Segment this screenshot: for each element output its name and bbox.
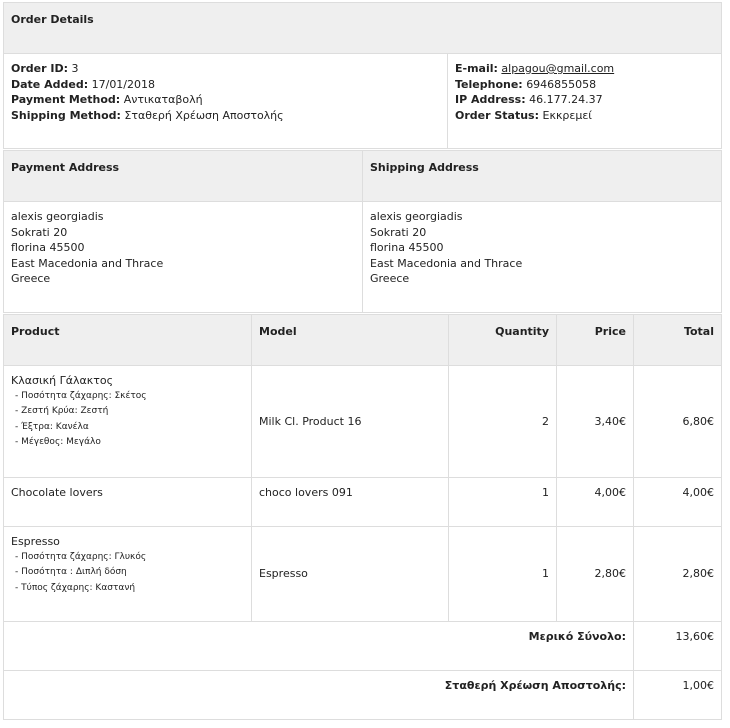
subtotal-row bbox=[4, 622, 722, 671]
product-model: choco lovers 091 bbox=[252, 478, 449, 527]
shipping-method-label: Shipping Method: bbox=[11, 108, 121, 122]
shipping-method: Σταθερή Χρέωση Αποστολής bbox=[124, 108, 284, 122]
payment-method-label: Payment Method: bbox=[11, 93, 121, 106]
payment-address-line: florina 45500 bbox=[11, 241, 85, 254]
product-name: Κλασική Γάλακτος bbox=[11, 374, 114, 387]
product-option: - Έξτρα: Κανέλα bbox=[15, 421, 89, 432]
product-name: Chocolate lovers bbox=[11, 486, 103, 499]
product-quantity: 1 bbox=[449, 478, 557, 527]
order-status: Εκκρεμεί bbox=[542, 108, 593, 122]
products-table bbox=[3, 314, 722, 720]
product-price: 4,00€ bbox=[557, 478, 634, 527]
ip-address-label: IP Address: bbox=[455, 93, 526, 106]
shipping-address-line: Sokrati 20 bbox=[370, 225, 427, 239]
product-model: Espresso bbox=[252, 527, 449, 622]
product-model: Milk Cl. Product 16 bbox=[252, 366, 449, 478]
payment-address-heading: Payment Address bbox=[4, 151, 363, 202]
product-option: - Ποσότητα ζάχαρης: Γλυκός bbox=[15, 551, 147, 562]
total-header: Total bbox=[634, 315, 722, 366]
order-id-label: Order ID: bbox=[11, 62, 68, 75]
product-total: 4,00€ bbox=[634, 478, 722, 527]
telephone-label: Telephone: bbox=[455, 77, 523, 91]
payment-address-line: East Macedonia and Thrace bbox=[11, 256, 164, 270]
payment-address bbox=[4, 202, 363, 313]
date-added: 17/01/2018 bbox=[91, 77, 156, 91]
subtotal-value: 13,60€ bbox=[634, 622, 722, 671]
product-price: 2,80€ bbox=[557, 527, 634, 622]
product-quantity: 2 bbox=[449, 366, 557, 478]
shipping-cost-value: 1,00€ bbox=[634, 671, 722, 720]
product-row bbox=[4, 366, 722, 478]
email-link[interactable]: alpagou@gmail.com bbox=[501, 62, 615, 75]
product-row bbox=[4, 478, 722, 527]
product-option: - Τύπος ζάχαρης: Καστανή bbox=[15, 582, 136, 593]
shipping-address bbox=[363, 202, 722, 313]
shipping-total-row bbox=[4, 671, 722, 720]
order-document bbox=[3, 2, 721, 720]
product-cell bbox=[4, 366, 252, 478]
product-total: 6,80€ bbox=[634, 366, 722, 478]
product-row bbox=[4, 527, 722, 622]
price-header: Price bbox=[557, 315, 634, 366]
product-price: 3,40€ bbox=[557, 366, 634, 478]
product-header: Product bbox=[4, 315, 252, 366]
model-header: Model bbox=[252, 315, 449, 366]
order-id: 3 bbox=[71, 62, 79, 75]
product-option: - Ποσότητα : Διπλή δόση bbox=[15, 567, 127, 577]
product-total: 2,80€ bbox=[634, 527, 722, 622]
email-label: E-mail: bbox=[455, 62, 498, 75]
product-option: - Ποσότητα ζάχαρης: Σκέτος bbox=[15, 390, 147, 401]
product-name: Espresso bbox=[11, 535, 60, 548]
order-details-heading: Order Details bbox=[4, 3, 722, 54]
telephone: 6946855058 bbox=[526, 77, 597, 91]
order-status-label: Order Status: bbox=[455, 108, 540, 122]
order-info-cell bbox=[4, 54, 448, 149]
date-added-label: Date Added: bbox=[11, 77, 89, 91]
product-option: - Ζεστή Κρύα: Ζεστή bbox=[15, 406, 109, 416]
shipping-cost-label: Σταθερή Χρέωση Αποστολής: bbox=[444, 679, 626, 692]
product-cell bbox=[4, 527, 252, 622]
product-cell bbox=[4, 478, 252, 527]
shipping-address-line: florina 45500 bbox=[370, 241, 444, 254]
payment-address-line: alexis georgiadis bbox=[11, 210, 104, 223]
payment-method: Αντικαταβολή bbox=[123, 93, 203, 106]
customer-info-cell bbox=[448, 54, 722, 149]
addresses-table bbox=[3, 150, 722, 313]
subtotal-label: Μερικό Σύνολο: bbox=[528, 630, 626, 643]
product-quantity: 1 bbox=[449, 527, 557, 622]
shipping-address-line: alexis georgiadis bbox=[370, 210, 463, 223]
product-option: - Μέγεθος: Μεγάλο bbox=[15, 437, 101, 447]
payment-address-line: Sokrati 20 bbox=[11, 225, 68, 239]
quantity-header: Quantity bbox=[449, 315, 557, 366]
payment-address-line: Greece bbox=[11, 272, 51, 285]
shipping-address-line: Greece bbox=[370, 272, 410, 285]
ip-address: 46.177.24.37 bbox=[529, 93, 603, 106]
shipping-address-heading: Shipping Address bbox=[363, 151, 722, 202]
order-details-table bbox=[3, 2, 722, 149]
shipping-address-line: East Macedonia and Thrace bbox=[370, 256, 523, 270]
